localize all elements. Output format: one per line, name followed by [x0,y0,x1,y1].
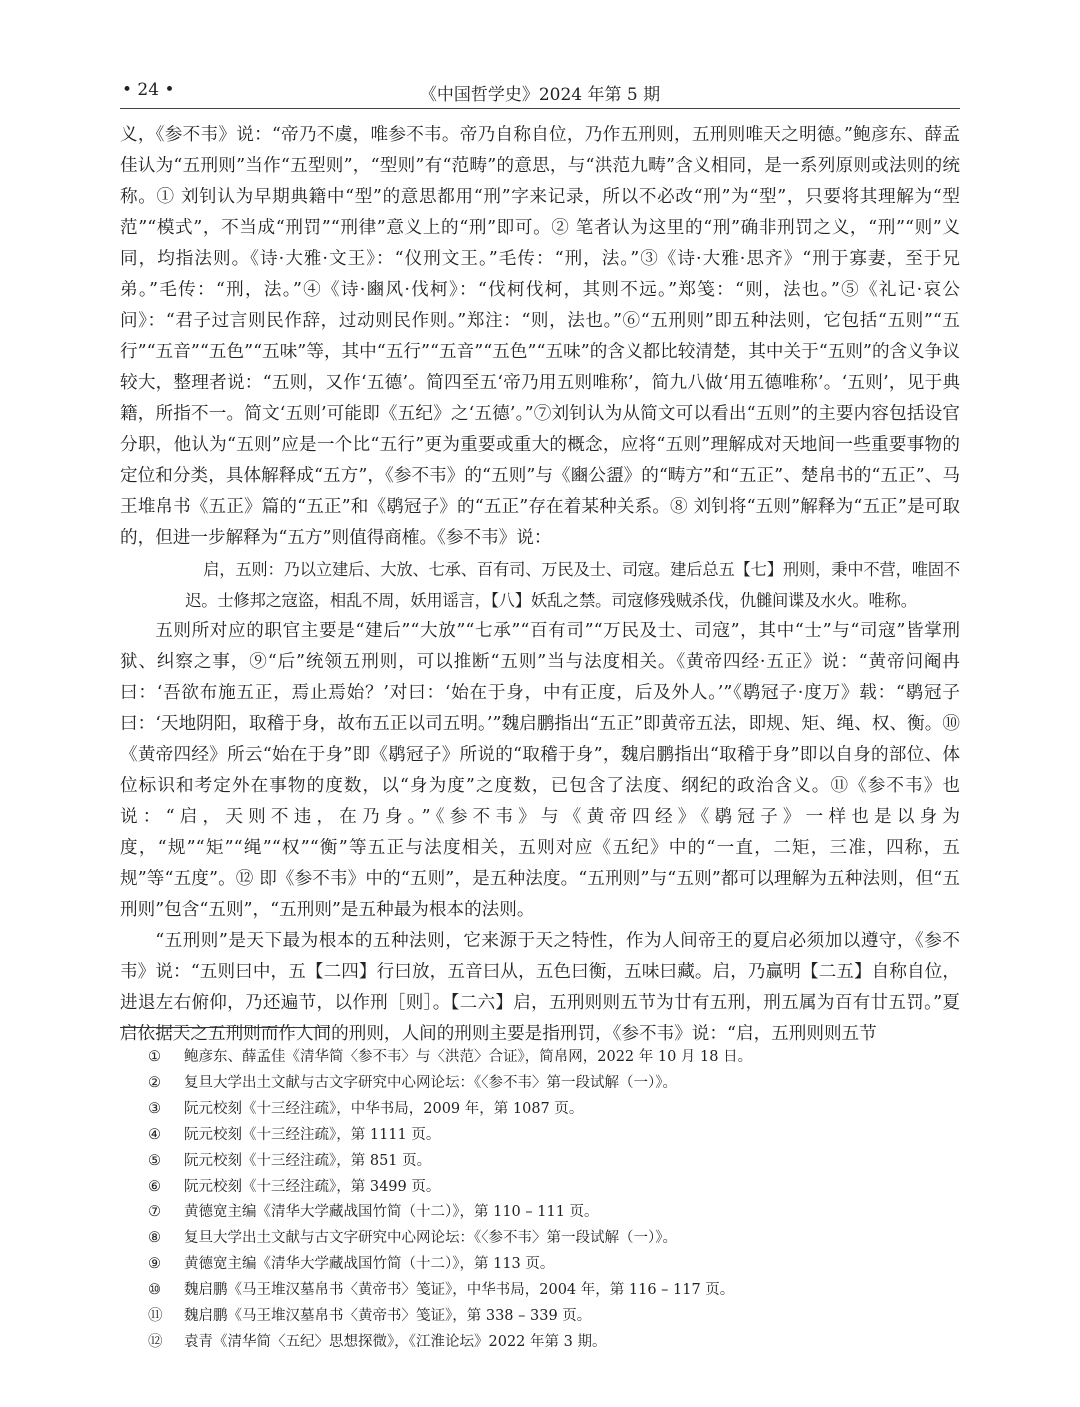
footnote-number: ④ [148,1126,161,1143]
footnote-number: ⑦ [148,1204,161,1221]
footnote-text: 魏启鹏《马王堆汉墓帛书〈黄帝书〉笺证》，中华书局，2004 年，第 116 – 117 页。 [184,1282,735,1299]
body-text [120,120,960,1050]
footnote-text: 阮元校刻《十三经注疏》，第 3499 页。 [184,1178,441,1195]
footnote-text: 黄德宽主编《清华大学藏战国竹简（十二）》，第 110 – 111 页。 [184,1204,599,1221]
page-header [120,74,960,109]
footnote-text: 阮元校刻《十三经注疏》，中华书局，2009 年，第 1087 页。 [184,1100,584,1117]
footnote [148,1200,960,1226]
footnote-text: 袁青《清华简〈五纪〉思想探微》，《江淮论坛》2022 年第 3 期。 [184,1333,607,1350]
page-number: • 24 • [122,80,175,100]
footnote [148,1123,960,1149]
footnote [148,1226,960,1252]
footnote [148,1252,960,1278]
footnote-number: ⑫ [148,1333,163,1350]
paragraph: 五则所对应的职官主要是“建后”“大放”“七承”“百有司”“万民及士、司寇”，其中“士”与“司寇”皆掌刑狱、纠察之事，⑨“后”统领五刑则，可以推断“五则”当与法度相关。《黄帝四经·五正》说：“黄帝问阉冉曰：‘吾欲布施五正，焉止焉始？’对曰：‘始在于身，中有正度，后及外人。’”《鹖冠子·度万》载：“鹖冠子曰：‘天地阴阳，取稽于身，故布五正以司五明。’”魏启鹏指出“五正”即黄帝五法，即规、矩、绳、权、衡。⑩《黄帝四经》所云“始在于身”即《鹖冠子》所说的“取稽于身”，魏启鹏指出“取稽于身”即以自身的部位、体位标识和考定外在事物的度数，以“身为度”之度数，已包含了法度、纲纪的政治含义。⑪《参不韦》也说：“启，天则不违，在乃身。”《参不韦》与《黄帝四经》《鹖冠子》一样也是以身为度，“规”“矩”“绳”“权”“衡”等五正与法度相关，五则对应《五纪》中的“一直，二矩，三准，四称，五规”等“五度”。⑫ 即《参不韦》中的“五则”，是五种法度。“五刑则”与“五则”都可以理解为五种法则，但“五刑则”包含“五则”，“五刑则”是五种最为根本的法则。 [120,621,960,920]
footnote-divider [120,1027,330,1028]
footnote-number: ⑧ [148,1230,161,1247]
footnote-text: 魏启鹏《马王堆汉墓帛书〈黄帝书〉笺证》，第 338 – 339 页。 [184,1308,592,1325]
footnotes [148,1045,960,1356]
footnote-number: ① [148,1049,161,1065]
footnote-number: ⑨ [148,1256,161,1273]
paragraph: 义，《参不韦》说：“帝乃不虞，唯参不韦。帝乃自称自位，乃作五刑则，五刑则唯天之明德。”鲍彦东、薛孟佳认为“五刑则”当作“五型则”，“型则”有“范畴”的意思，与“洪范九畴”含义相同，是一系列原则或法则的统称。① 刘钊认为早期典籍中“型”的意思都用“刑”字来记录，所以不必改“刑”为“型”，只要将其理解为“型范”“模式”，不当成“刑罚”“刑律”意义上的“刑”即可。② 笔者认为这里的“刑”确非刑罚之义，“刑”“则”义同，均指法则。《诗·大雅·文王》：“仪刑文王。”毛传：“刑，法。”③《诗·大雅·思齐》“刑于寡妻，至于兄弟。”毛传：“刑，法。”④《诗·豳风·伐柯》：“伐柯伐柯，其则不远。”郑笺：“则，法也。”⑤《礼记·哀公问》：“君子过言则民作辞，过动则民作则。”郑注：“则，法也。”⑥“五刑则”即五种法则，它包括“五则”“五行”“五音”“五色”“五味”等，其中“五行”“五音”“五色”“五味”的含义都比较清楚，其中关于“五则”的含义争议较大，整理者说：“五则，又作‘五德’。简四至五‘帝乃用五则唯称’，简九八做‘用五德唯称’。‘五则’，见于典籍，所指不一。简文‘五则’可能即《五纪》之‘五德’。”⑦刘钊认为从简文可以看出“五则”的主要内容包括设官分职，他认为“五则”应是一个比“五行”更为重要或重大的概念，应将“五则”理解成对天地间一些重要事物的定位和分类，具体解释成“五方”，《参不韦》的“五则”与《豳公盨》的“畴方”和“五正”、楚帛书的“五正”、马王堆帛书《五正》篇的“五正”和《鹖冠子》的“五正”存在着某种关系。⑧ 刘钊将“五则”解释为“五正”是可取的，但进一步解释为“五方”则值得商榷。《参不韦》说： [120,125,960,548]
footnote-number: ⑩ [148,1282,161,1299]
block-quote: 启，五则：乃以立建后、大放、七承、百有司、万民及士、司寇。建后总五【七】刑则，秉中不营，唯固不迟。士修邦之寇盗，相乱不周，妖用谣言，【八】妖乱之禁。司寇修残贼杀伐，仇雠间谍及水火。唯称。 [185,560,960,610]
footnote [148,1175,960,1201]
footnote [148,1304,960,1330]
footnote [148,1097,960,1123]
footnote-text: 阮元校刻《十三经注疏》，第 1111 页。 [184,1126,441,1143]
footnote [148,1330,960,1356]
footnote-number: ⑪ [148,1308,163,1325]
footnote-number: ③ [148,1100,161,1117]
footnote-number: ⑥ [148,1178,161,1195]
footnote-number: ② [148,1074,161,1091]
footnote-text: 鲍彦东、薛孟佳《清华简〈参不韦〉与〈洪范〉合证》，简帛网，2022 年 10 月 18 日。 [184,1049,753,1065]
journal-title: 《中国哲学史》2024 年第 5 期 [419,85,661,105]
footnote [148,1045,960,1071]
footnote [148,1149,960,1175]
footnote-text: 阮元校刻《十三经注疏》，第 851 页。 [184,1152,432,1169]
footnote-text: 复旦大学出土文献与古文字研究中心网论坛：《〈参不韦〉第一段试解（一）》。 [184,1074,677,1091]
footnote [148,1071,960,1097]
footnote [148,1278,960,1304]
footnote-text: 复旦大学出土文献与古文字研究中心网论坛：《〈参不韦〉第一段试解（一）》。 [184,1230,677,1247]
paragraph: “五刑则”是天下最为根本的五种法则，它来源于天之特性，作为人间帝王的夏启必须加以遵守，《参不韦》说：“五则曰中，五【二四】行曰放，五音曰从，五色曰衡，五味曰藏。启，乃赢明【二五】自称自位，进退左右俯仰，乃还遍节，以作刑［则］。【二六】启，五刑则则五节为廿有五刑，刑五属为百有廿五罚。”夏启依据天之五刑则而作人间的刑则，人间的刑则主要是指刑罚，《参不韦》说：“启，五刑则则五节 [120,931,960,1044]
footnote-text: 黄德宽主编《清华大学藏战国竹简（十二）》，第 113 页。 [184,1256,555,1273]
footnote-number: ⑤ [148,1152,161,1169]
